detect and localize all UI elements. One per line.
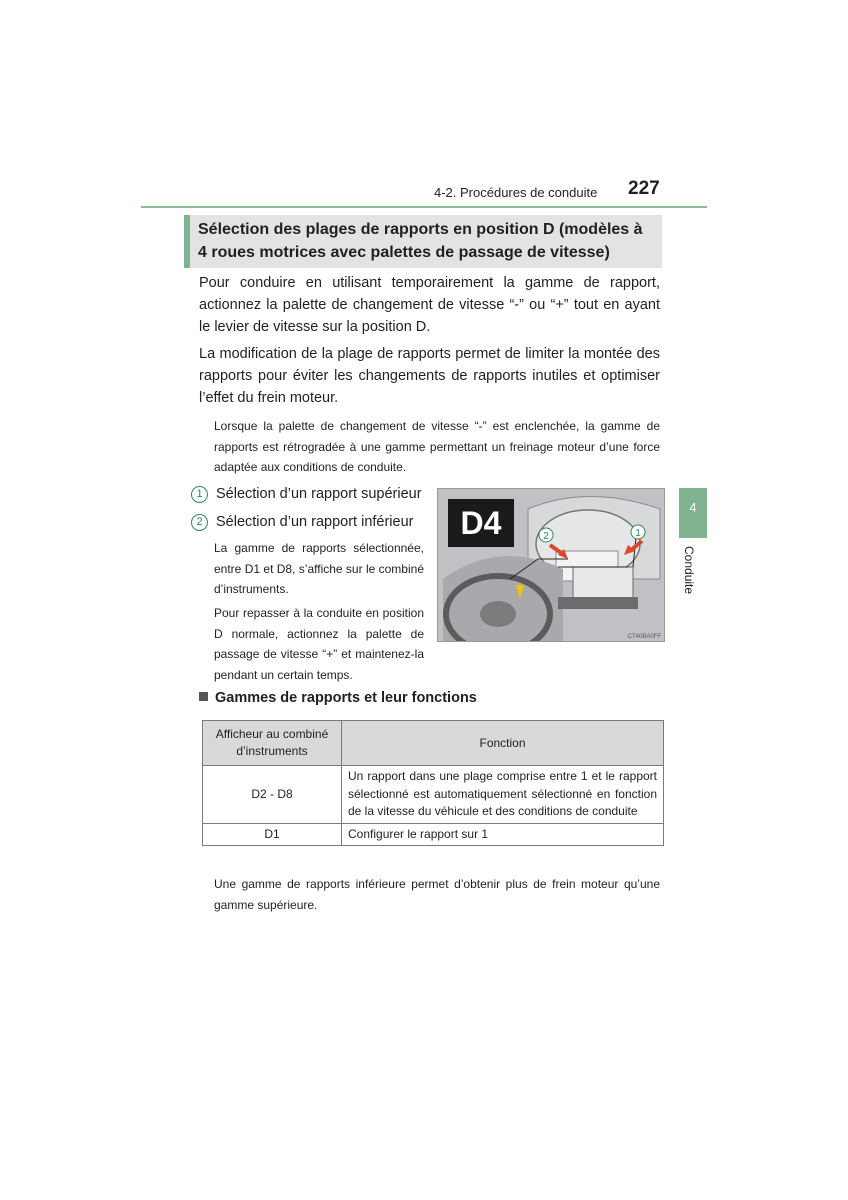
table-cell: D2 - D8 xyxy=(203,766,342,824)
callout-number-1: 1 xyxy=(191,486,208,503)
figure-callout-1: 1 xyxy=(635,528,641,539)
subsection-title-text: Gammes de rapports et leur fonctions xyxy=(215,690,477,706)
table-row xyxy=(203,766,664,824)
callout-number-2: 2 xyxy=(191,514,208,531)
table-header-function: Fonction xyxy=(342,721,664,766)
table-header-display: Afficheur au combiné d’instruments xyxy=(203,721,342,766)
table-cell: Un rapport dans une plage comprise entre 1 et le rapport sélectionné est automatiquement sélectionné en fonction de la vitesse du véhicule et des conditions de conduite xyxy=(342,766,664,824)
chapter-label: Conduite xyxy=(682,546,696,595)
figure-code: CT40BA0FF xyxy=(627,634,661,640)
chapter-tab: 4 xyxy=(679,488,707,538)
table-cell: D1 xyxy=(203,823,342,846)
callout-text: Sélection d’un rapport inférieur xyxy=(216,514,414,530)
note-paragraph: Pour repasser à la conduite en position D normale, actionnez la palette de passage de vitesse “+” et maintenez-la pendant un certain temps. xyxy=(214,606,424,682)
note-paragraph: Lorsque la palette de changement de vitesse “-” est enclenchée, la gamme de rapports est rétrogradée à une gamme permettant un freinage moteur d’une force adaptée aux conditions de conduite. xyxy=(214,419,660,474)
callout-item xyxy=(191,512,413,532)
function-table xyxy=(202,720,664,846)
running-header: 4-2. Procédures de conduite xyxy=(434,185,598,200)
body-paragraph: La modification de la plage de rapports permet de limiter la montée des rapports pour éviter les changements de rapports inutiles et optimiser l’effet du frein moteur. xyxy=(199,346,660,406)
section-heading: Sélection des plages de rapports en position D (modèles à 4 roues motrices avec palettes de passage de vitesse) xyxy=(184,215,662,268)
gear-display-label: D4 xyxy=(448,499,514,547)
table-header-row xyxy=(203,721,664,766)
dashboard-illustration xyxy=(437,488,665,642)
body-paragraph: Pour conduire en utilisant temporairement la gamme de rapport, actionnez la palette de changement de vitesse “-” ou “+” tout en ayant le levier de vitesse sur la position D. xyxy=(199,275,660,335)
table-cell: Configurer le rapport sur 1 xyxy=(342,823,664,846)
callout-text: Sélection d’un rapport supérieur xyxy=(216,486,422,502)
note-paragraph: La gamme de rapports sélectionnée, entre D1 et D8, s’affiche sur le combiné d’instruments. xyxy=(214,541,424,596)
header-divider xyxy=(141,206,707,208)
table-row xyxy=(203,823,664,846)
note-paragraph: Une gamme de rapports inférieure permet d’obtenir plus de frein moteur qu’une gamme supérieure. xyxy=(214,877,660,912)
square-bullet-icon xyxy=(199,692,208,701)
subsection-title xyxy=(199,690,477,706)
page-number: 227 xyxy=(628,178,660,199)
figure-callout-2: 2 xyxy=(543,531,549,542)
callout-item xyxy=(191,484,422,504)
